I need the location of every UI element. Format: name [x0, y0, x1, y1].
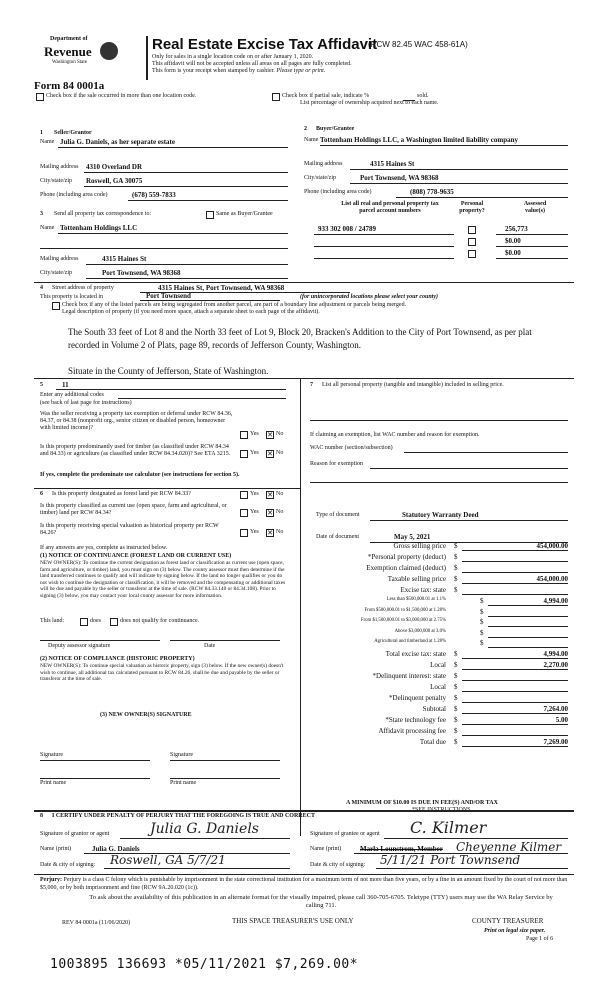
s6-q1-yes[interactable] [240, 491, 248, 499]
tax-row-label: *Personal property (deduct) [367, 553, 446, 561]
s7-label: List all personal property (tangible and intangible) included in selling price. [322, 382, 504, 388]
tax-row-line [488, 616, 568, 617]
doc-type-line [370, 520, 568, 521]
s6-q3: Is this property receiving special valuation as historical property per RCW 84.26? [40, 523, 219, 536]
s6-h3: (3) NEW OWNER(S) SIGNATURE [100, 712, 192, 718]
tax-row-value[interactable]: 7,264.00 [543, 704, 568, 713]
s6-doesnot-checkbox[interactable] [110, 618, 118, 626]
header-note1: Only for sales in a single location code on or after January 1, 2020. [152, 54, 314, 60]
tax-row-line [462, 550, 568, 551]
s6-number: 6 [40, 491, 43, 497]
s6-q1: Is this property designated as forest land per RCW 84.33? [52, 491, 191, 497]
county-treasurer: COUNTY TREASURER [472, 917, 544, 925]
deputy-line [40, 640, 160, 641]
owner-print-label-2: Print name [170, 780, 197, 786]
personal-property-checkbox-1[interactable] [468, 226, 476, 234]
grantee-name-handwritten[interactable]: Cheyenne Kilmer [456, 840, 562, 854]
corr-mail-line [86, 264, 288, 265]
s6-h1: (1) NOTICE OF CONTINUANCE (FOREST LAND OR CURRENT USE) [40, 553, 232, 559]
s6-q2: Is this property classified as current use (open space, farm and agricultural, or timber) land per RCW 84.34? [40, 503, 227, 516]
seller-mail-line [84, 172, 288, 173]
parcel-header-2b: property? [459, 208, 485, 214]
buyer-heading: Buyer/Grantee [316, 126, 355, 132]
tax-row-label: Gross selling price [393, 542, 446, 550]
s6-q1-yes-label: Yes [250, 491, 259, 497]
tax-row-line [462, 669, 568, 670]
rev-number: REV 84 0001a (11/06/2020) [62, 920, 131, 926]
parcel-acct-line-3 [314, 258, 454, 259]
form-number: Form 84 0001a [34, 80, 105, 92]
tax-row-dollar: $ [454, 553, 458, 561]
grantee-sig-label: Signature of grantee or agent [310, 831, 380, 837]
tax-row-label: Exemption claimed (deduct) [366, 564, 446, 572]
tax-row-label: Total excise tax: state [385, 649, 446, 658]
tax-row-value[interactable]: 5.00 [555, 715, 568, 724]
parcel-acct-line-2 [314, 246, 454, 247]
s6-p1: NEW OWNER(S): To continue the current designation as forest land or classification as current use (open space, farm and agriculture, or timber) land, you must sign on (3) below. The county assessor must then determine if the land transferred continues to qualify and will indicate by signing below. If the land no longer qualifies or you do not wish to continue the designation or classification, it will be removed and the compensating or additional taxes will be due and payable by the seller or transferor at the time of sale. (RCW 84.33.140 or 84.34.108). Prior to signing (3) below, you may contact your local county assessor for more information. [40, 560, 286, 599]
s6-q1-no-label: No [276, 491, 284, 497]
s7-reason-label: Reason for exemption [310, 461, 363, 467]
same-as-buyer-checkbox[interactable] [206, 211, 214, 219]
deputy-date-label: Date [204, 643, 216, 649]
tax-row-dollar: $ [480, 639, 484, 647]
legal-desc-label: Legal description of property (if you need more space, attach a separate sheet to each page of the affidavit). [62, 309, 320, 315]
buyer-city-value[interactable]: Port Townsend, WA 98368 [360, 174, 439, 182]
corr-number: 3 [40, 211, 43, 217]
parcel-acct-1[interactable]: 933 302 008 / 24789 [318, 225, 376, 233]
buyer-phone-label: Phone (including area code) [304, 189, 372, 195]
see-instructions: *SEE INSTRUCTIONS [412, 807, 471, 813]
s7-reason-line [370, 468, 568, 469]
grantee-date-city[interactable]: 5/11/21 Port Townsend [380, 853, 521, 867]
seller-city-label: City/state/zip [40, 178, 72, 184]
s6-q2-no-label: No [276, 509, 284, 515]
grantee-date-line [376, 868, 568, 869]
s6-does-label: does [90, 618, 101, 624]
header-note3-text: This form is your receipt when stamped by cashier. [152, 68, 275, 74]
owner-sig-line-2 [170, 760, 280, 761]
seller-name-value[interactable]: Julia G. Daniels, as her separate estate [60, 138, 175, 146]
tax-row-label: Affidavit processing fee [378, 726, 446, 735]
corr-name-value[interactable]: Tottenham Holdings LLC [60, 224, 138, 232]
tax-row-dollar: $ [454, 575, 458, 583]
tax-row-dollar: $ [454, 564, 458, 572]
parcel-value-line-1 [496, 234, 568, 235]
buyer-phone-value[interactable]: (808) 778-9635 [410, 188, 454, 196]
s5-q2-no[interactable]: ✕ [267, 450, 273, 458]
parcel-value-3[interactable]: $0.00 [505, 249, 521, 257]
tax-row-label: Taxable selling price [387, 575, 446, 583]
buyer-name-line [320, 145, 568, 146]
perjury-text [40, 877, 570, 892]
s8-cert: I CERTIFY UNDER PENALTY OF PERJURY THAT THE FOREGOING IS TRUE AND CORRECT [52, 813, 315, 819]
corr-label: Send all property tax correspondence to: [54, 211, 152, 217]
s7-number: 7 [310, 382, 313, 388]
parcel-header-3b: value(s) [525, 208, 545, 214]
tax-row-value[interactable]: 454,000.00 [536, 575, 568, 583]
s6-q3-no-label: No [276, 529, 284, 535]
parcel-value-1[interactable]: 256,773 [505, 225, 528, 233]
s5-q2: Is this property predominantly used for timber (as classified under RCW 84.34 and 84.33) or agriculture (as classified under RCW 84.34.020)? See ETA 3215. [40, 444, 231, 457]
tax-row-label: Less than $500,000.01 at 1.1% [386, 597, 446, 602]
logo-line2: Revenue [44, 44, 92, 59]
grantee-date-label: Date & city of signing: [310, 862, 366, 868]
parcel-acct-line-1 [314, 234, 454, 235]
partial-sale-checkbox[interactable] [272, 93, 280, 101]
alt-format-text: To ask about the availability of this publication in an alternate format for the visually impaired, please call 360-705-6705. Teletype (TTY) users may use the WA Relay Service by calling 711. [89, 894, 553, 909]
treasurer-use: THIS SPACE TREASURER'S USE ONLY [232, 917, 354, 925]
tax-row-dollar: $ [454, 693, 458, 702]
owner-sig-line-1 [40, 760, 150, 761]
same-as-buyer-label: Same as Buyer/Grantee [216, 211, 273, 217]
grantee-name-struck: Marla Lounstrom, Member [360, 845, 443, 853]
tax-row-label: Local [430, 682, 446, 691]
multi-location-checkbox[interactable] [36, 93, 44, 101]
deputy-label: Deputy assessor signature [48, 643, 111, 649]
grantee-sig-line [384, 838, 568, 839]
tax-row-line [462, 724, 568, 725]
s8-top-rule [34, 810, 574, 812]
s5-code-line [56, 389, 286, 390]
tax-row-line [462, 594, 568, 595]
location-label: This property is located in [40, 294, 103, 300]
tax-row-value[interactable]: 7,269.00 [543, 737, 568, 746]
tax-row-dollar: $ [454, 586, 458, 594]
tax-row-line [488, 637, 568, 638]
tax-row-line [462, 680, 568, 681]
perjury-body: Perjury is a class C felony which is punishable by imprisonment in the state correctional institution for a maximum term of not more than five years, or by a fine in an amount fixed by the court of not more than $5,000, or by both imprisonment and fine (RCW 9A.20.020 (1c)). [40, 877, 568, 891]
sold-label: sold. [417, 93, 429, 99]
parcel-header-2 [452, 201, 492, 215]
s5-number: 5 [40, 382, 43, 388]
s5-code[interactable]: 11 [62, 381, 69, 389]
grantor-name-label: Name (print) [40, 846, 72, 852]
buyer-mail-label: Mailing address [304, 161, 343, 167]
parcel-header-1 [330, 201, 450, 215]
location-value[interactable]: Port Townsend [146, 292, 191, 300]
s8-number: 8 [40, 813, 43, 819]
seller-phone-value[interactable]: (678) 559-7833 [132, 191, 176, 199]
s5-extra-line [118, 398, 286, 399]
s5-q3: If yes, complete the predominate use calculator (see instructions for section 5). [40, 472, 240, 478]
corr-city-label: City/state/zip [40, 270, 72, 276]
corr-blank-line [40, 248, 288, 249]
form-title: Real Estate Excise Tax Affidavit [152, 36, 378, 53]
parcel-value-line-3 [496, 258, 568, 259]
street-value[interactable]: 4315 Haines St, Port Townsend, WA 98368 [158, 284, 285, 292]
header-note2: This affidavit will not be accepted unless all areas on all pages are fully completed. [152, 61, 352, 67]
tax-row-dollar: $ [454, 704, 458, 713]
tax-row-value[interactable]: 2,270.00 [543, 660, 568, 669]
header-note3 [152, 68, 325, 75]
corr-name-label: Name [40, 225, 55, 231]
cashier-stamp: 1003895 136693 *05/11/2021 $7,269.00* [50, 957, 359, 972]
multi-location-label: Check box if the sale occurred in more than one location code. [46, 93, 197, 99]
parcel-header-2a: Personal [460, 201, 484, 207]
section4-top-rule [34, 282, 574, 283]
tax-row-line [462, 713, 568, 714]
grantor-date-city[interactable]: Roswell, GA 5/7/21 [110, 853, 226, 867]
buyer-mail-value[interactable]: 4315 Haines St [370, 160, 415, 168]
grantor-signature[interactable]: Julia G. Daniels [150, 821, 259, 837]
doc-type-value[interactable]: Statutory Warranty Deed [402, 511, 479, 519]
tax-row-line [462, 735, 568, 736]
parcel-header-1b: parcel account numbers [359, 208, 421, 214]
tax-row-value[interactable]: 4,994.00 [543, 649, 568, 658]
header-divider [146, 36, 148, 80]
seller-number: 1 [40, 130, 43, 136]
tax-row-line [462, 691, 568, 692]
grantor-sig-line [120, 838, 290, 839]
section4-bottom-rule [34, 378, 574, 379]
s5-line1: Enter any additional codes [40, 392, 104, 398]
footer-rule [34, 874, 574, 875]
personal-property-checkbox-3[interactable] [468, 250, 476, 258]
s5-q2-yes-label: Yes [250, 450, 259, 456]
s7-line [310, 420, 568, 421]
s6-q3-no[interactable]: ✕ [267, 529, 273, 537]
buyer-mail-line [350, 169, 568, 170]
grantor-sig-label: Signature of grantor or agent [40, 831, 110, 837]
s5-q1-no-label: No [276, 431, 284, 437]
tax-row-dollar: $ [454, 660, 458, 669]
s6-doesnot-label: does not qualify for continuance. [120, 618, 200, 624]
seller-mail-label: Mailing address [40, 164, 79, 170]
tax-row-dollar: $ [454, 671, 458, 680]
buyer-name-value[interactable]: Tottenham Holdings LLC, a Washington limited liability company [320, 136, 518, 144]
tax-row-label: From $1,500,000.01 to $3,000,000 at 2.75% [360, 618, 446, 623]
buyer-name-label: Name [304, 137, 319, 143]
tax-row-dollar: $ [454, 737, 458, 746]
tax-row-line [462, 583, 568, 584]
owner-sig-label-1: Signature [40, 752, 63, 758]
s5-q1: Was the seller receiving a property tax exemption or deferral under RCW 84.36, 84.37, or 84.38 (nonprofit org., senior citizen or disabled person, homeowner with limited income)? [40, 411, 233, 431]
segregated-checkbox[interactable] [52, 302, 60, 310]
tax-row-label: Above $3,000,000 at 3.0% [394, 628, 446, 634]
tax-row-line [462, 702, 568, 703]
tax-row-line [462, 658, 568, 659]
tax-row-dollar: $ [454, 726, 458, 735]
corr-mail-label: Mailing address [40, 256, 79, 262]
tax-row-line [488, 647, 568, 648]
corr-city-value[interactable]: Port Townsend, WA 98368 [102, 269, 181, 277]
tax-row-value[interactable]: 454,000.00 [536, 542, 568, 550]
s6-q3-yes[interactable] [240, 529, 248, 537]
logo-line1: Department of [50, 36, 88, 42]
logo-line3: Washington State [52, 60, 88, 65]
tax-row-line [462, 572, 568, 573]
s7-reason-line2 [310, 482, 568, 483]
location-line [140, 300, 280, 301]
revenue-logo [30, 36, 130, 72]
tax-row-label: Subtotal [422, 704, 446, 713]
tax-row-dollar: $ [454, 542, 458, 550]
corr-name-line [58, 233, 288, 234]
s5-q1-yes[interactable] [240, 431, 248, 439]
buyer-number: 2 [304, 126, 307, 132]
s5-q1-no[interactable]: ✕ [267, 431, 273, 439]
grantor-date-line [104, 868, 290, 869]
s6-q1-no[interactable]: ✕ [267, 491, 273, 499]
tax-row-label: *State technology fee [385, 715, 446, 724]
owner-print-label-1: Print name [40, 780, 67, 786]
deputy-date-line [170, 640, 280, 641]
buyer-city-label: City/state/zip [304, 175, 336, 181]
parcel-value-2[interactable]: $0.00 [505, 237, 521, 245]
corr-city-line [86, 278, 288, 279]
s6-q4: If any answers are yes, complete as instructed below. [40, 545, 168, 551]
s6-q3-yes-label: Yes [250, 529, 259, 535]
s5-q2-yes[interactable] [240, 450, 248, 458]
s6-land-label: This land: [40, 618, 65, 624]
tax-row-label: Total due [419, 737, 446, 746]
tax-row-label: *Delinquent interest: state [372, 671, 446, 680]
doc-date-label: Date of document [316, 534, 359, 540]
seller-name-label: Name [40, 139, 55, 145]
parcel-value-line-2 [496, 246, 568, 247]
form-citation: (RCW 82.45 WAC 458-61A) [368, 40, 468, 49]
s5-q1-yes-label: Yes [250, 431, 259, 437]
doc-date-value[interactable]: May 5, 2021 [394, 533, 431, 541]
owner-print-line-1 [40, 778, 150, 779]
seller-phone-line [128, 200, 288, 201]
s7-ex1: If claiming an exemption, list WAC number and reason for exemption. [310, 432, 480, 438]
tax-row-label: Local [430, 660, 446, 669]
min-due-note: A MINIMUM OF $10.00 IS DUE IN FEE(S) AND/OR TAX [346, 800, 498, 806]
seller-mail-value[interactable]: 4310 Overland DR [86, 163, 142, 171]
segregated-label: Check box if any of the listed parcels are being segregated from another parcel, are part of a boundary line adjustment or parcels being merged. [62, 302, 407, 308]
doc-type-label: Type of document [316, 512, 360, 518]
grantee-signature[interactable]: C. Kilmer [410, 818, 487, 837]
grantor-name-value[interactable]: Julia G. Daniels [92, 845, 140, 853]
s6-q2-yes[interactable] [240, 509, 248, 517]
tax-row-value[interactable]: 4,994.00 [543, 597, 568, 605]
tax-row-dollar: $ [480, 618, 484, 626]
s7-wac-label: WAC number (section/subsection) [310, 445, 393, 451]
logo-mark-icon [100, 42, 118, 60]
corr-mail-value[interactable]: 4315 Haines St [102, 255, 147, 263]
tax-row-dollar: $ [454, 715, 458, 724]
parcel-header-1a: List all real and personal property tax [341, 201, 439, 207]
s6-q2-yes-label: Yes [250, 509, 259, 515]
grantor-date-label: Date & city of signing: [40, 862, 96, 868]
s5-q2-no-label: No [276, 450, 284, 456]
tax-row-dollar: $ [454, 682, 458, 691]
parcel-header-3 [510, 201, 560, 215]
legal-size-note: Print on legal size paper. [484, 928, 546, 934]
s7-wac-line [404, 452, 568, 453]
seller-city-value[interactable]: Roswell, GA 30075 [86, 177, 143, 185]
street-number: 4 [40, 285, 43, 291]
owner-print-line-2 [170, 778, 280, 779]
tax-row-dollar: $ [480, 607, 484, 616]
s6-q2-no[interactable]: ✕ [267, 509, 273, 517]
pct-list-label: List percentage of ownership acquired next to each name. [300, 100, 439, 106]
tax-row-line [488, 605, 568, 606]
seller-city-line [84, 186, 288, 187]
legal-description[interactable]: The South 33 feet of Lot 8 and the North 33 feet of Lot 9, Block 20, Bracken's Addition to the City of Port Townsend, as per plat recorded in Volume 2 of Plats, page 89, records of Jefferson County, Washington. [68, 327, 532, 350]
parcel-header-3a: Assessed [523, 201, 547, 207]
seller-phone-label: Phone (including area code) [40, 192, 108, 198]
street-label: Street address of property [52, 285, 114, 291]
mid-divider [300, 378, 301, 836]
tax-row-dollar: $ [480, 628, 484, 637]
tax-row-dollar: $ [454, 649, 458, 658]
owner-sig-label-2: Signature [170, 752, 193, 758]
tax-row-label: From $500,000.01 to $1,500,000 at 1.28% [364, 607, 446, 613]
tax-row-label: *Delinquent penalty [389, 693, 446, 702]
partial-sale-label: Check box if partial sale, indicate % [282, 93, 370, 99]
page-number: Page 1 of 6 [526, 936, 554, 942]
grantee-name-label: Name (print) [310, 846, 342, 852]
s6-h2: (2) NOTICE OF COMPLIANCE (HISTORIC PROPERTY) [40, 656, 195, 662]
county-situate: Situate in the County of Jefferson, State of Washington. [68, 366, 269, 376]
tax-row-dollar: $ [480, 597, 484, 605]
s6-does-checkbox[interactable] [80, 618, 88, 626]
tax-row-label: Agricultural and timberland at 1.28% [374, 639, 446, 644]
seller-heading: Seller/Grantor [54, 130, 92, 136]
buyer-city-line [350, 183, 568, 184]
tax-row-label: Excise tax: state [400, 586, 446, 594]
header-note3-italic: Please type or print. [276, 68, 326, 74]
tax-row-line [488, 626, 568, 627]
buyer-phone-line [396, 197, 568, 198]
perjury-label: Perjury: [40, 877, 62, 883]
s6-top-rule [34, 488, 300, 489]
personal-property-checkbox-2[interactable] [468, 238, 476, 246]
seller-name-line [58, 147, 288, 148]
tax-row-line [462, 561, 568, 562]
location-note: (for unincorporated locations please select your county) [300, 294, 438, 300]
tax-row-line [462, 746, 568, 747]
s5-line2: (see back of last page for instructions) [40, 400, 132, 406]
s6-p2: NEW OWNER(S): To continue special valuation as historic property, sign (3) below. If the new owner(s) doesn't wish to continue, all additional tax calculated pursuant to RCW 84.26, shall be due and payable by the seller or transferor at the time of sale. [40, 663, 284, 683]
